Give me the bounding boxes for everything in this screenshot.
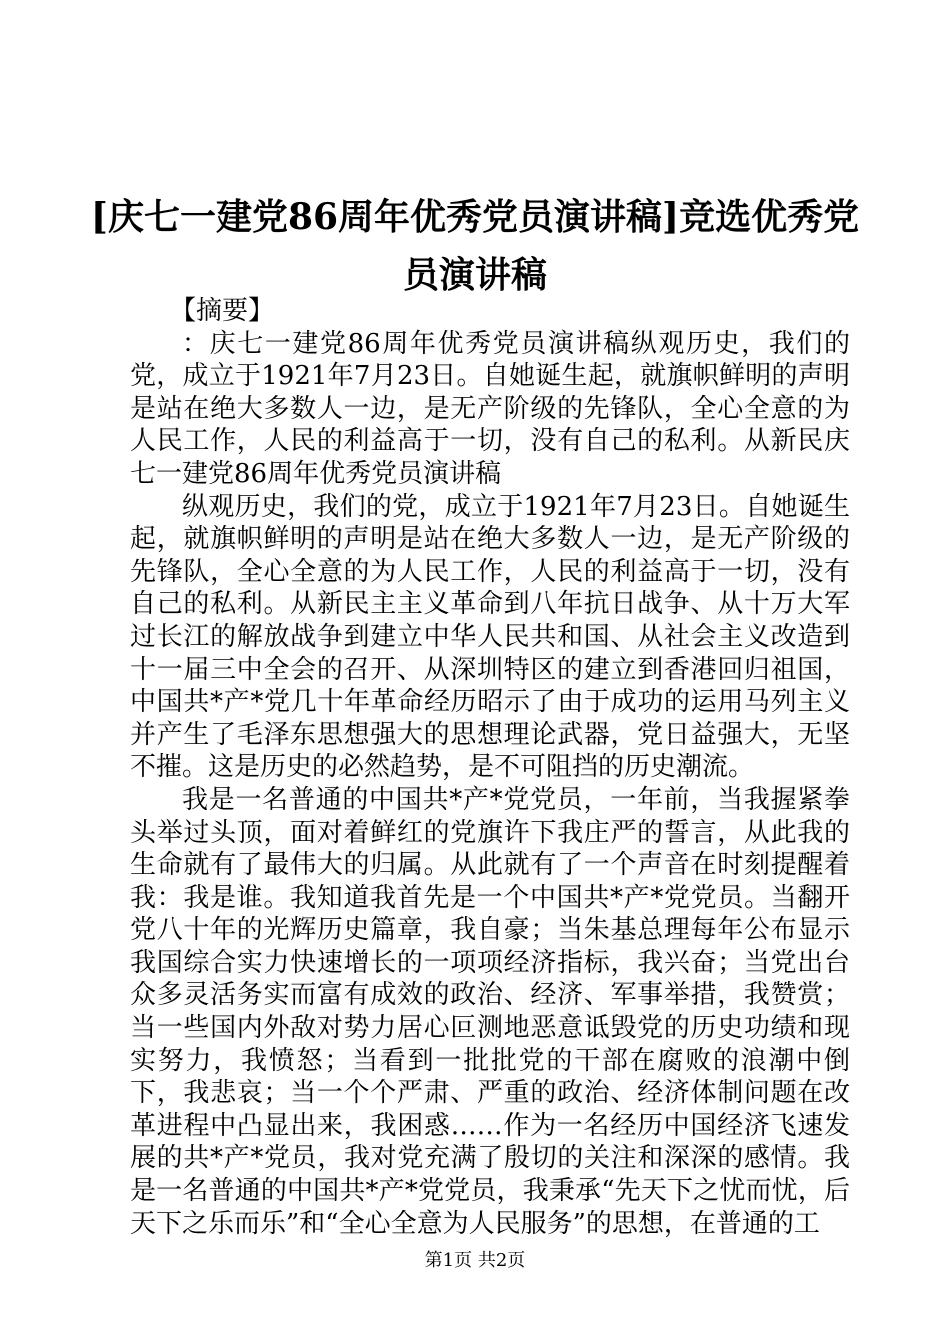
summary-label: 【摘要】 [170,296,275,326]
paragraph: 纵观历史，我们的党，成立于1921年7月23日。自她诞生起，就旗帜鲜明的声明是站在绝大多数人一边，是无产阶级的先锋队，全心全意的为人民工作，人民的利益高于一切，没有自己的私利。从新民主主义革命到八年抗日战争、从十万大军过长江的解放战争到建立中华人民共和国、从社会主义改造到十一届三中全会的召开、从深圳特区的建立到香港回归祖国，中国共*产*党几十年革命经历昭示了由于成功的运用马列主义并产生了毛泽东思想强大的思想理论武器，党日益强大，无坚不摧。这是历史的必然趋势，是不可阻挡的历史潮流。 [130,491,850,783]
document-body [130,295,850,1240]
paragraph: 我是一名普通的中国共*产*党党员，一年前，当我握紧拳头举过头顶，面对着鲜红的党旗许下我庄严的誓言，从此我的生命就有了最伟大的归属。从此就有了一个声音在时刻提醒着我：我是谁。我知道我首先是一个中国共*产*党党员。当翻开党八十年的光辉历史篇章，我自豪；当朱基总理每年公布显示我国综合实力快速增长的一项项经济指标，我兴奋；当党出台众多灵活务实而富有成效的政治、经济、军事举措，我赞赏；当一些国内外敌对势力居心叵测地恶意诋毁党的历史功绩和现实努力，我愤怒；当看到一批批党的干部在腐败的浪潮中倒下，我悲哀；当一个个严肃、严重的政治、经济体制问题在改革进程中凸显出来，我困惑……作为一名经历中国经济飞速发展的共*产*党员，我对党充满了殷切的关注和深深的感情。我是一名普通的中国共*产*党党员，我秉承“先天下之忧而忧，后天下之乐而乐”和“全心全意为人民服务”的思想，在普通的工 [130,784,850,1239]
document-title: [庆七一建党86周年优秀党员演讲稿]竞选优秀党员演讲稿 [90,196,860,296]
page-footer: 第1页 共2页 [424,1250,526,1271]
paragraph: ：庆七一建党86周年优秀党员演讲稿纵观历史，我们的党，成立于1921年7月23日。自她诞生起，就旗帜鲜明的声明是站在绝大多数人一边，是无产阶级的先锋队，全心全意的为人民工作，人民的利益高于一切，没有自己的私利。从新民庆七一建党86周年优秀党员演讲稿 [130,328,850,489]
